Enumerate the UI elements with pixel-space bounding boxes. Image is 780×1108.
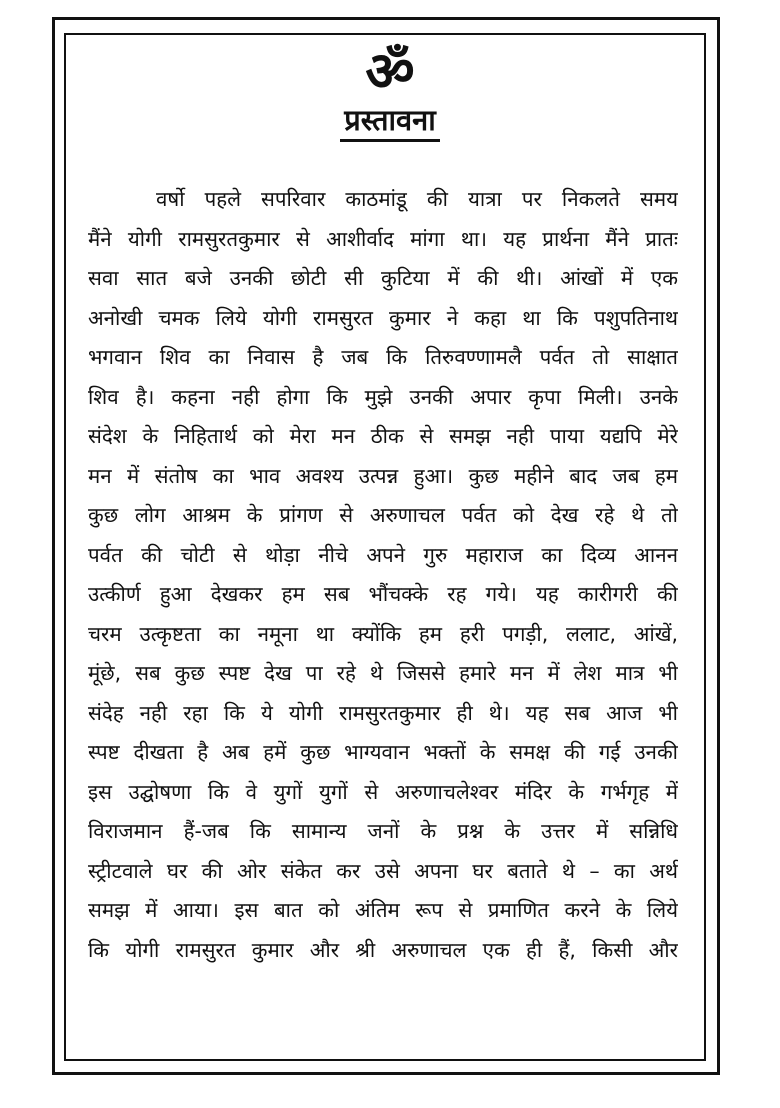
om-icon: ॐ	[365, 40, 415, 103]
text-line: चरम उत्कृष्टता का नमूना था क्योंकि हम हरी पगड़ी, ललाट, आंखें,	[88, 621, 678, 646]
text-line: इस उद्घोषणा कि वे युगों युगों से अरुणाचलेश्वर मंदिर के गर्भगृह में	[88, 779, 678, 804]
text-line: अनोखी चमक लिये योगी रामसुरत कुमार ने कहा था कि पशुपतिनाथ	[88, 305, 678, 330]
text-line: स्पष्ट दीखता है अब हमें कुछ भाग्यवान भक्तों के समक्ष की गई उनकी	[88, 740, 678, 764]
body-paragraph	[88, 180, 678, 970]
text-line: कुछ लोग आश्रम के प्रांगण से अरुणाचल पर्वत को देख रहे थे तो	[88, 503, 678, 527]
page-title	[0, 102, 780, 142]
text-line: संदेश के निहितार्थ को मेरा मन ठीक से समझ नही पाया यद्यपि मेरे	[88, 424, 678, 448]
text-line: मन में संतोष का भाव अवश्य उत्पन्न हुआ। कुछ महीने बाद जब हम	[88, 463, 678, 488]
text-line: मूंछे, सब कुछ स्पष्ट देख पा रहे थे जिससे हमारे मन में लेश मात्र भी	[88, 661, 678, 685]
text-line: स्ट्रीटवाले घर की ओर संकेत कर उसे अपना घर बताते थे – का अर्थ	[88, 858, 678, 883]
text-line: कि योगी रामसुरत कुमार और श्री अरुणाचल एक ही हैं, किसी और	[88, 937, 678, 962]
text-line: भगवान शिव का निवास है जब कि तिरुवण्णामलै पर्वत तो साक्षात	[88, 345, 678, 369]
text-line: वर्षो पहले सपरिवार काठमांडू की यात्रा पर निकलते समय	[156, 187, 678, 211]
text-line: उत्कीर्ण हुआ देखकर हम सब भौंचक्के रह गये। यह कारीगरी की	[88, 582, 678, 606]
text-line: विराजमान हैं-जब कि सामान्य जनों के प्रश्न के उत्तर में सन्निधि	[88, 819, 678, 843]
text-line: मैंने योगी रामसुरतकुमार से आशीर्वाद मांगा था। यह प्रार्थना मैंने प्रातः	[88, 226, 678, 251]
text-line: शिव है। कहना नही होगा कि मुझे उनकी अपार कृपा मिली। उनके	[88, 384, 678, 409]
page-title-text: प्रस्तावना	[340, 102, 440, 142]
text-line: संदेह नही रहा कि ये योगी रामसुरतकुमार ही थे। यह सब आज भी	[88, 700, 678, 725]
text-line: सवा सात बजे उनकी छोटी सी कुटिया में की थी। आंखों में एक	[88, 266, 678, 290]
text-line: समझ में आया। इस बात को अंतिम रूप से प्रमाणित करने के लिये	[88, 898, 678, 922]
text-line: पर्वत की चोटी से थोड़ा नीचे अपने गुरु महाराज का दिव्य आनन	[88, 542, 678, 567]
